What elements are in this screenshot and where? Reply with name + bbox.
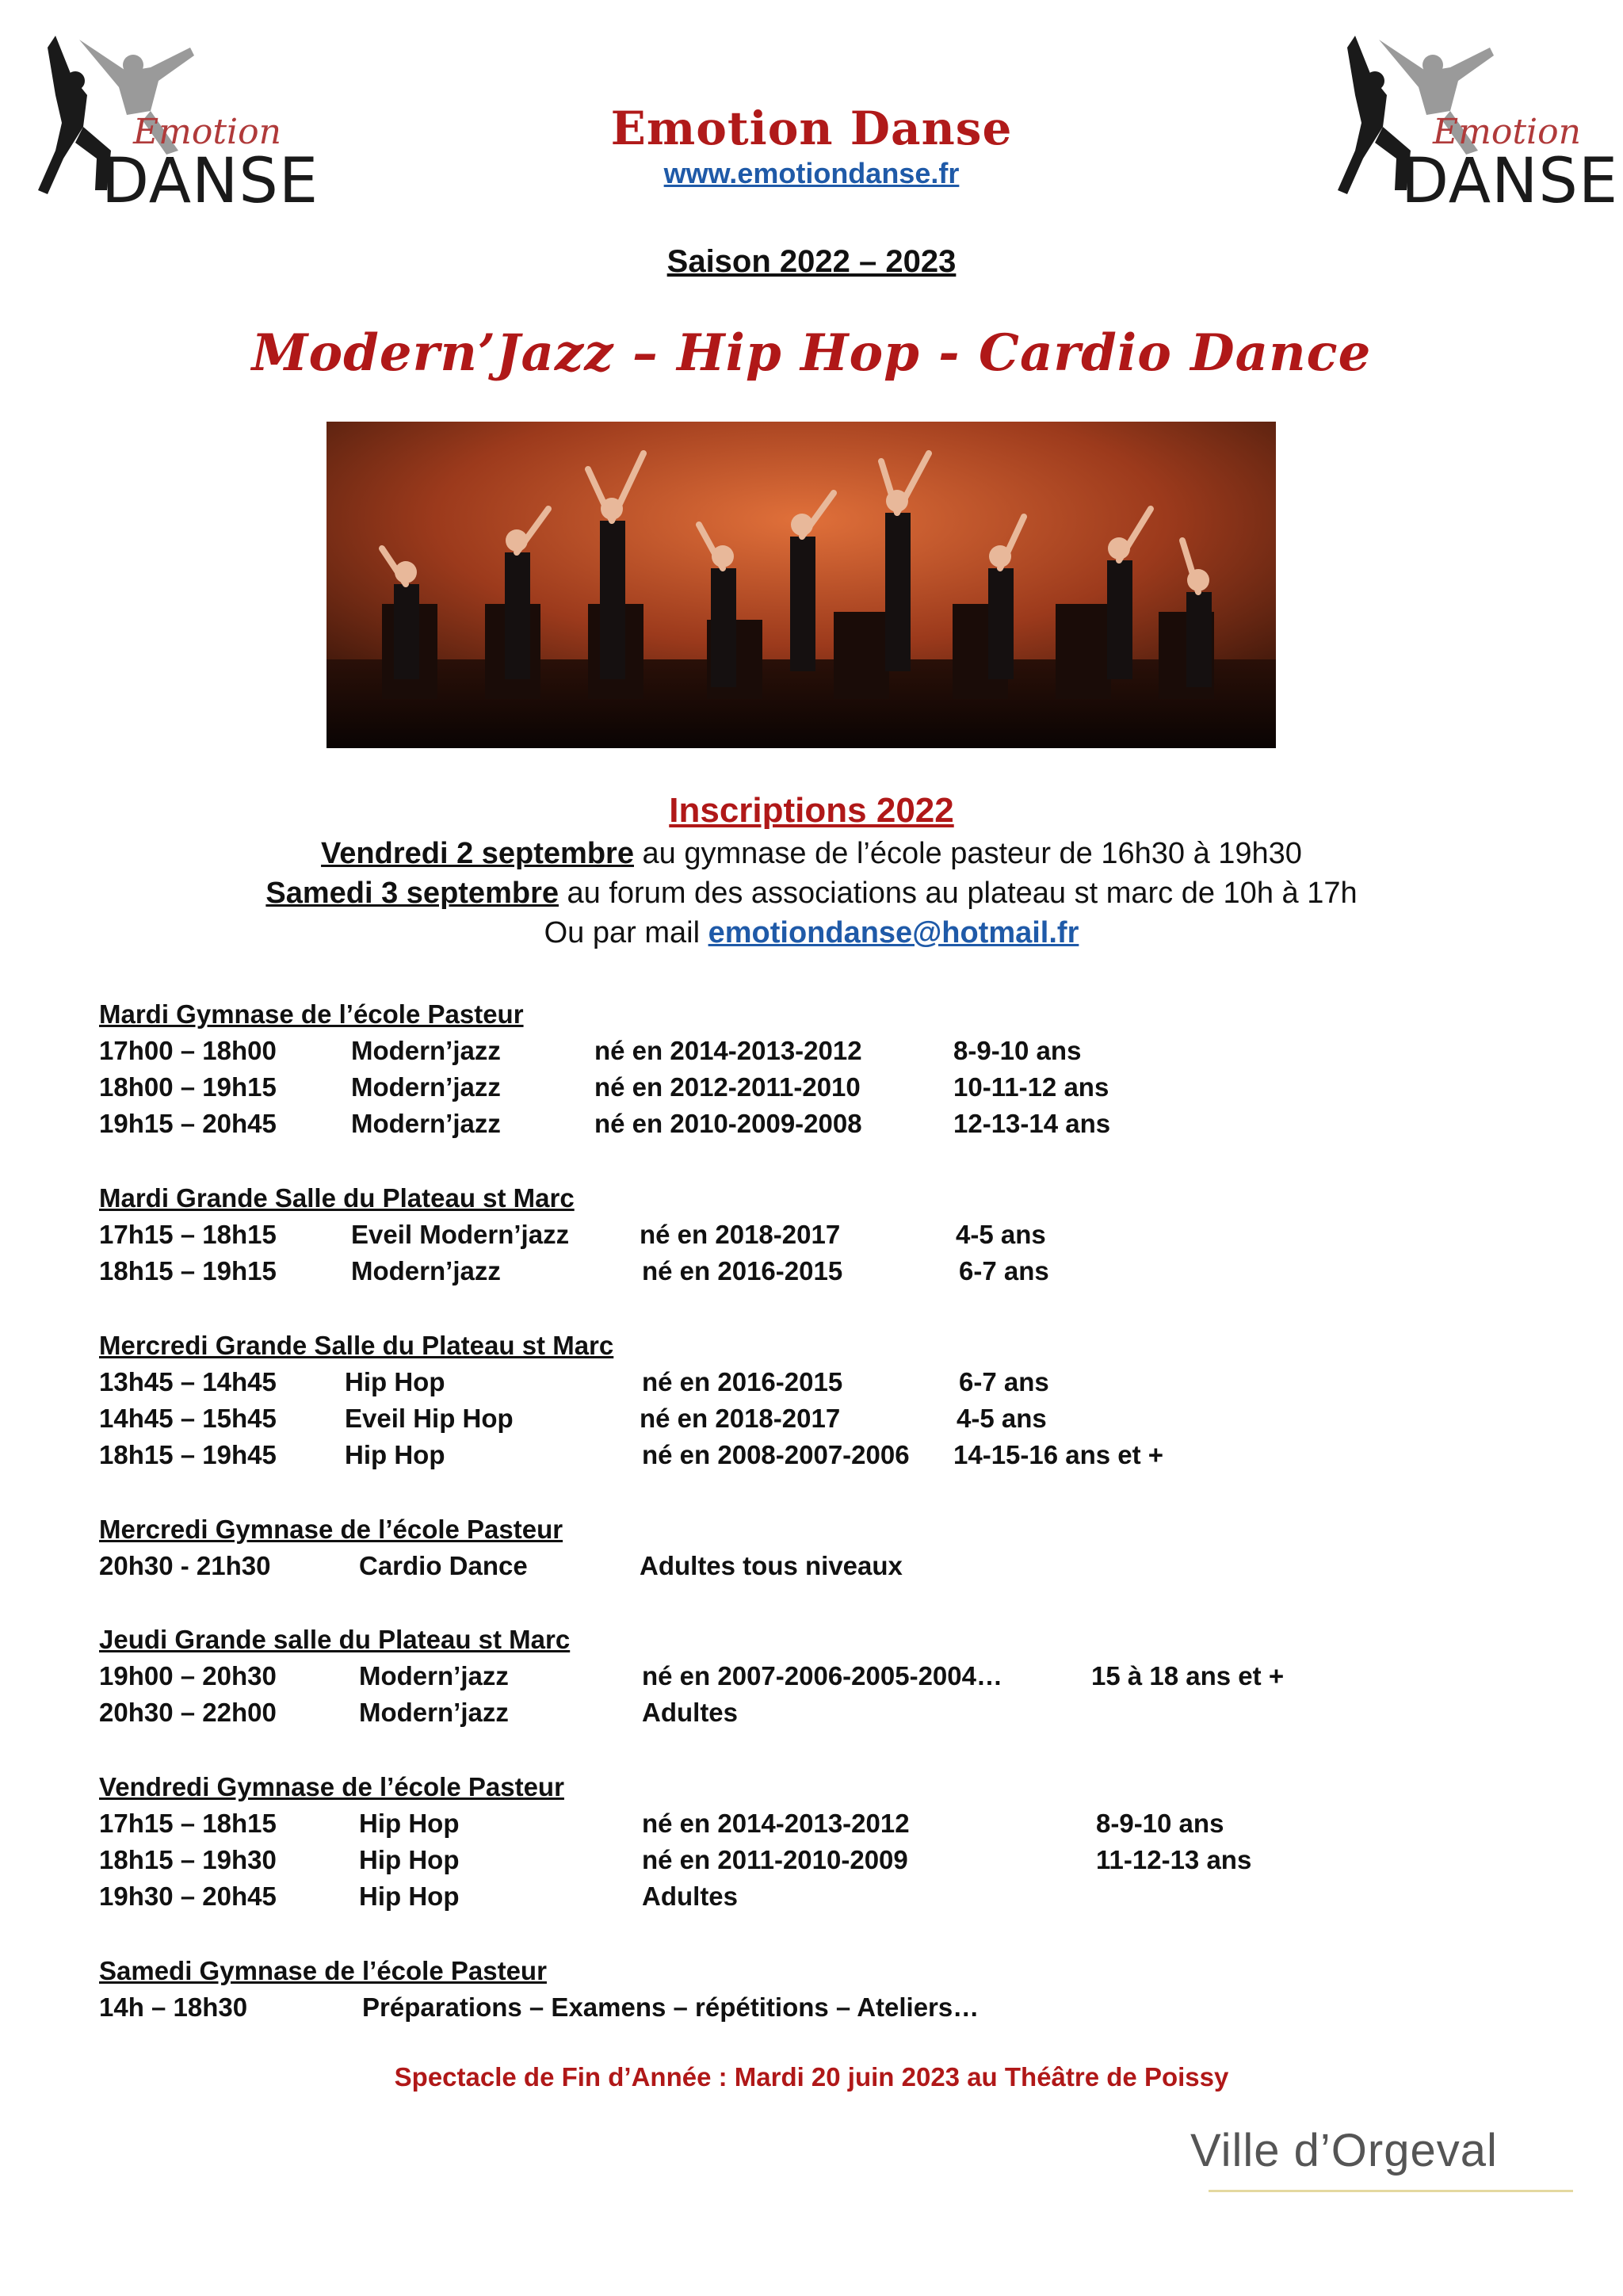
schedule-row bbox=[99, 1805, 1526, 1842]
age-cell: 6-7 ans bbox=[959, 1367, 1049, 1396]
schedule-row bbox=[99, 1658, 1526, 1694]
inscription-place-1: au gymnase de l’école pasteur de 16h30 à 19h30 bbox=[633, 837, 1302, 870]
course-cell: Modern’jazz bbox=[351, 1256, 501, 1286]
course-cell: Modern’jazz bbox=[359, 1661, 509, 1690]
time-cell: 18h15 – 19h15 bbox=[99, 1256, 277, 1286]
born-cell: Adultes bbox=[642, 1881, 739, 1911]
schedule-row bbox=[99, 1364, 1526, 1400]
time-cell: 18h15 – 19h30 bbox=[99, 1845, 277, 1874]
schedule-row bbox=[99, 1878, 1526, 1915]
schedule-row bbox=[99, 1253, 1526, 1289]
time-cell: 19h00 – 20h30 bbox=[99, 1661, 277, 1690]
born-cell: Adultes tous niveaux bbox=[640, 1551, 903, 1580]
time-cell: 14h45 – 15h45 bbox=[99, 1404, 277, 1433]
inscription-place-2: au forum des associations au plateau st marc de 10h à 17h bbox=[558, 877, 1358, 910]
schedule-row bbox=[99, 1069, 1526, 1106]
inscription-date-1: Vendredi 2 septembre bbox=[321, 837, 634, 870]
course-cell: Eveil Modern’jazz bbox=[351, 1220, 570, 1249]
age-cell: 12-13-14 ans bbox=[953, 1109, 1111, 1138]
season-heading: Saison 2022 – 2023 bbox=[666, 244, 957, 279]
course-cell: Modern’jazz bbox=[359, 1698, 509, 1727]
course-cell: Hip Hop bbox=[359, 1845, 460, 1874]
time-cell: 20h30 – 22h00 bbox=[99, 1698, 277, 1727]
time-cell: 18h15 – 19h45 bbox=[99, 1440, 277, 1469]
born-cell: né en 2011-2010-2009 bbox=[642, 1845, 908, 1874]
website-link[interactable]: www.emotiondanse.fr bbox=[663, 157, 960, 189]
age-cell: 14-15-16 ans et + bbox=[953, 1440, 1164, 1469]
born-cell: né en 2018-2017 bbox=[640, 1220, 841, 1249]
course-cell: Modern’jazz bbox=[351, 1109, 501, 1138]
born-cell: né en 2018-2017 bbox=[640, 1404, 841, 1433]
age-cell: 4-5 ans bbox=[957, 1404, 1047, 1433]
schedule-section-jeudi-plateau bbox=[99, 1622, 1526, 1731]
course-cell: Modern’jazz bbox=[351, 1072, 501, 1102]
born-cell: né en 2008-2007-2006 bbox=[642, 1440, 910, 1469]
born-cell: né en 2012-2011-2010 bbox=[594, 1072, 861, 1102]
time-cell: 19h15 – 20h45 bbox=[99, 1109, 277, 1138]
inscription-line-3 bbox=[0, 916, 1623, 950]
course-cell: Modern’jazz bbox=[351, 1036, 501, 1065]
email-link[interactable]: emotiondanse@hotmail.fr bbox=[708, 916, 1079, 949]
schedule-row bbox=[99, 1694, 1526, 1731]
ville-orgeval-logo: Ville d’Orgeval bbox=[1190, 2125, 1498, 2176]
dance-performance-photo bbox=[327, 422, 1276, 748]
time-cell: 20h30 - 21h30 bbox=[99, 1551, 271, 1580]
logo-emotion-text: Emotion bbox=[133, 112, 281, 152]
inscription-line-2 bbox=[0, 877, 1623, 911]
end-of-year-show: Spectacle de Fin d’Année : Mardi 20 juin 2023 au Théâtre de Poissy bbox=[394, 2062, 1229, 2092]
section-title: Samedi Gymnase de l’école Pasteur bbox=[99, 1956, 547, 1985]
born-cell: né en 2007-2006-2005-2004… bbox=[642, 1661, 1002, 1690]
schedule-row bbox=[99, 1842, 1526, 1878]
logo-danse-text: DANSE bbox=[1401, 146, 1619, 217]
section-title: Vendredi Gymnase de l’école Pasteur bbox=[99, 1772, 564, 1801]
course-cell: Hip Hop bbox=[359, 1881, 460, 1911]
age-cell: 8-9-10 ans bbox=[953, 1036, 1082, 1065]
inscription-mail-prefix: Ou par mail bbox=[544, 916, 708, 949]
schedule-row bbox=[99, 1033, 1526, 1069]
ville-logo-underline bbox=[1209, 2190, 1573, 2192]
time-cell: 14h – 18h30 bbox=[99, 1992, 248, 2022]
schedule-section-mercredi-pasteur bbox=[99, 1511, 1526, 1584]
schedule-row bbox=[99, 1400, 1526, 1437]
schedule-row bbox=[99, 1437, 1526, 1473]
course-cell: Eveil Hip Hop bbox=[345, 1404, 514, 1433]
course-cell: Hip Hop bbox=[345, 1440, 445, 1469]
time-cell: 18h00 – 19h15 bbox=[99, 1072, 277, 1102]
schedule-row bbox=[99, 1106, 1526, 1142]
age-cell: 10-11-12 ans bbox=[953, 1072, 1109, 1102]
schedule-row bbox=[99, 1217, 1526, 1253]
schedule-section-mardi-plateau bbox=[99, 1180, 1526, 1289]
section-title: Mardi Gymnase de l’école Pasteur bbox=[99, 999, 524, 1029]
logo-emotion-text: Emotion bbox=[1433, 112, 1581, 152]
age-cell: 8-9-10 ans bbox=[1096, 1809, 1224, 1838]
course-cell: Hip Hop bbox=[359, 1809, 460, 1838]
born-cell: né en 2016-2015 bbox=[642, 1367, 843, 1396]
age-cell: 11-12-13 ans bbox=[1096, 1845, 1252, 1874]
section-title: Mardi Grande Salle du Plateau st Marc bbox=[99, 1183, 575, 1213]
time-cell: 17h15 – 18h15 bbox=[99, 1809, 277, 1838]
page-title: Emotion Danse bbox=[610, 101, 1013, 155]
section-title: Mercredi Gymnase de l’école Pasteur bbox=[99, 1515, 563, 1544]
age-cell: 6-7 ans bbox=[959, 1256, 1049, 1286]
section-title: Mercredi Grande Salle du Plateau st Marc bbox=[99, 1331, 614, 1360]
inscription-date-2: Samedi 3 septembre bbox=[265, 877, 559, 910]
time-cell: 17h15 – 18h15 bbox=[99, 1220, 277, 1249]
age-cell: 15 à 18 ans et + bbox=[1091, 1661, 1285, 1690]
born-cell: né en 2014-2013-2012 bbox=[642, 1809, 910, 1838]
schedule-section-mercredi-plateau bbox=[99, 1328, 1526, 1473]
schedule-section-samedi-pasteur bbox=[99, 1953, 1526, 2026]
born-cell: Adultes bbox=[642, 1698, 739, 1727]
inscription-line-1 bbox=[0, 837, 1623, 871]
section-title: Jeudi Grande salle du Plateau st Marc bbox=[99, 1625, 571, 1654]
time-cell: 13h45 – 14h45 bbox=[99, 1367, 277, 1396]
schedule-row bbox=[99, 1989, 1526, 2026]
course-cell: Préparations – Examens – répétitions – Ateliers… bbox=[362, 1992, 980, 2022]
inscriptions-heading: Inscriptions 2022 bbox=[669, 791, 954, 830]
course-cell: Hip Hop bbox=[345, 1367, 445, 1396]
born-cell: né en 2016-2015 bbox=[642, 1256, 843, 1286]
course-cell: Cardio Dance bbox=[359, 1551, 528, 1580]
born-cell: né en 2010-2009-2008 bbox=[594, 1109, 862, 1138]
schedule-section-vendredi-pasteur bbox=[99, 1769, 1526, 1915]
time-cell: 17h00 – 18h00 bbox=[99, 1036, 277, 1065]
time-cell: 19h30 – 20h45 bbox=[99, 1881, 277, 1911]
age-cell: 4-5 ans bbox=[956, 1220, 1046, 1249]
born-cell: né en 2014-2013-2012 bbox=[594, 1036, 862, 1065]
dance-styles-heading: Modern’Jazz – Hip Hop - Cardio Dance bbox=[251, 323, 1372, 383]
schedule-row bbox=[99, 1548, 1526, 1584]
logo-danse-text: DANSE bbox=[101, 146, 319, 217]
schedule-section-mardi-pasteur bbox=[99, 996, 1526, 1142]
